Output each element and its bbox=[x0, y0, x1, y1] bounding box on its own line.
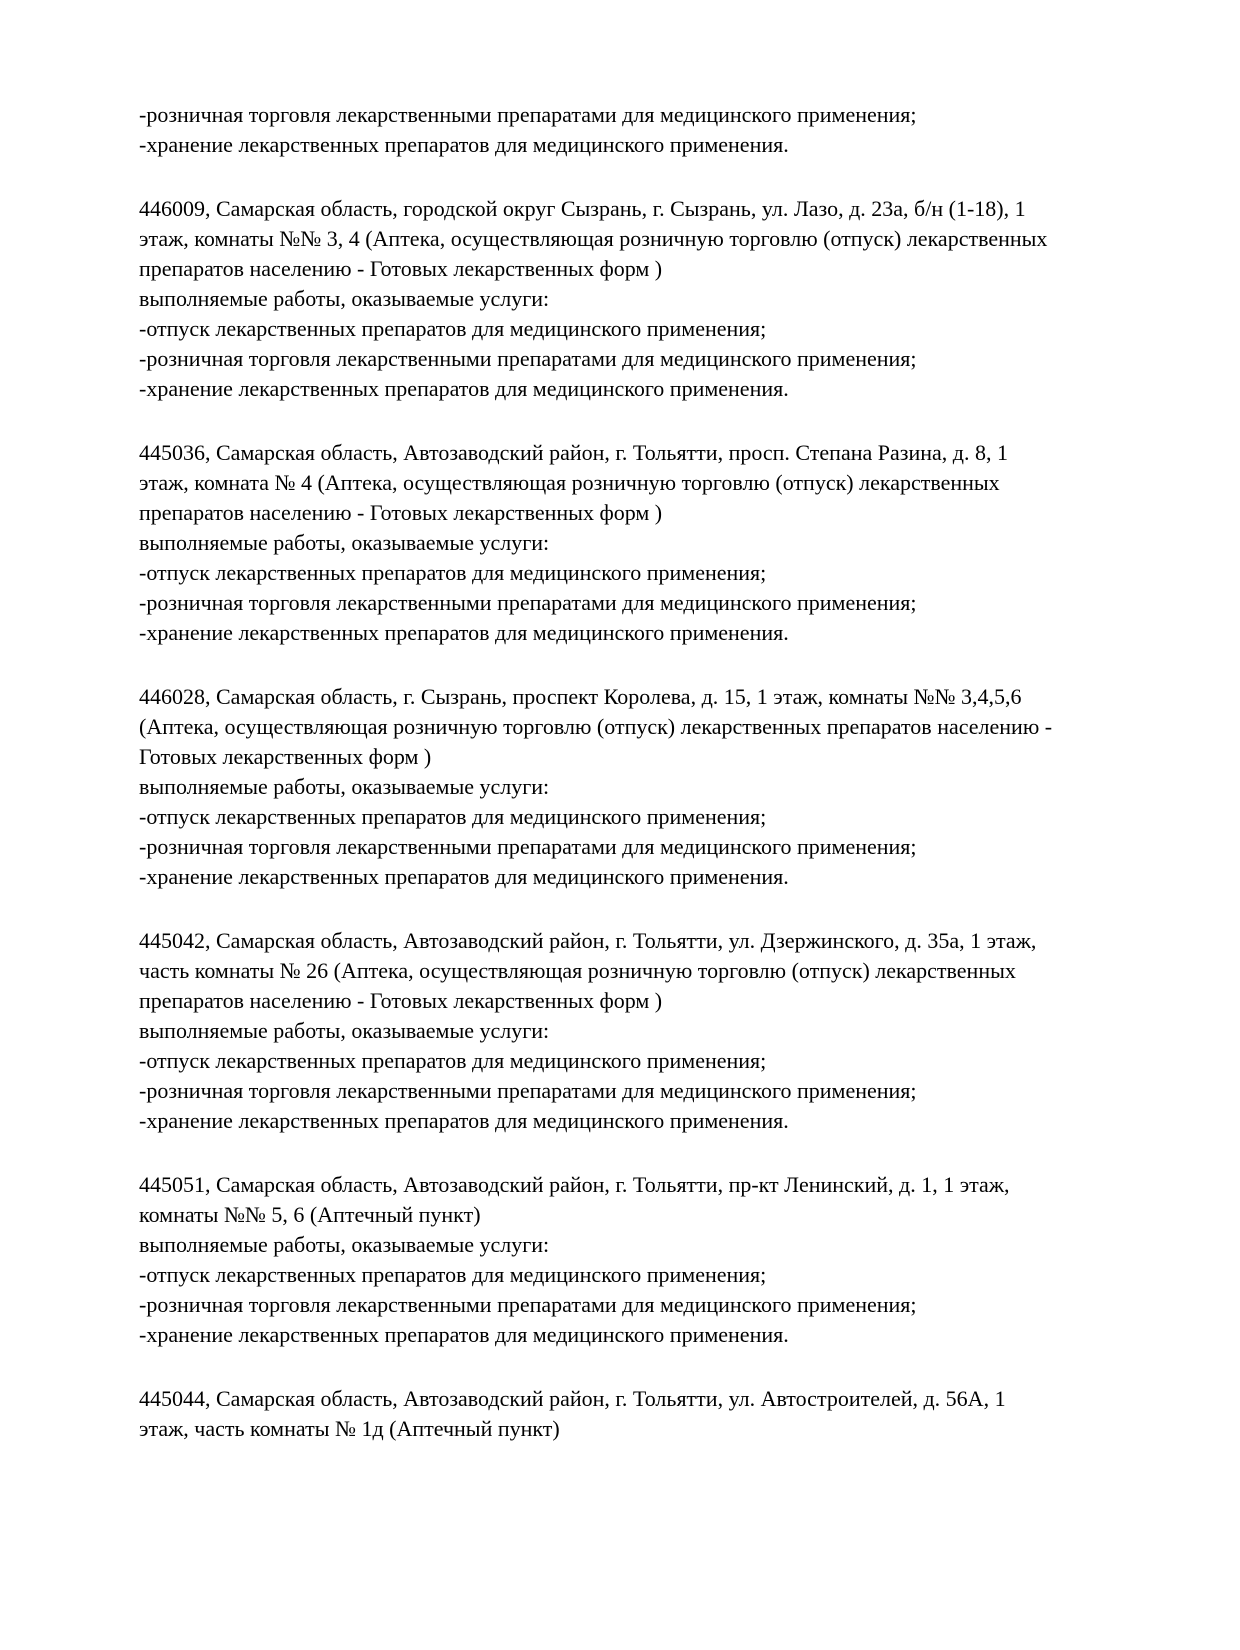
text-line: -розничная торговля лекарственными препаратами для медицинского применения; bbox=[139, 346, 917, 371]
text-line: этаж, часть комнаты № 1д (Аптечный пункт) bbox=[139, 1416, 560, 1441]
text-line: -отпуск лекарственных препаратов для медицинского применения; bbox=[139, 804, 767, 829]
text-line: -хранение лекарственных препаратов для медицинского применения. bbox=[139, 1322, 789, 1347]
text-line: выполняемые работы, оказываемые услуги: bbox=[139, 530, 550, 555]
text-line: -отпуск лекарственных препаратов для медицинского применения; bbox=[139, 1048, 767, 1073]
text-line: этаж, комната № 4 (Аптека, осуществляющая розничную торговлю (отпуск) лекарственных bbox=[139, 470, 1000, 495]
text-line: -розничная торговля лекарственными препаратами для медицинского применения; bbox=[139, 834, 917, 859]
text-line: комнаты №№ 5, 6 (Аптечный пункт) bbox=[139, 1202, 481, 1227]
text-line: -хранение лекарственных препаратов для медицинского применения. bbox=[139, 376, 789, 401]
text-line: 445051, Самарская область, Автозаводский район, г. Тольятти, пр-кт Ленинский, д. 1, 1 этаж, bbox=[139, 1172, 1010, 1197]
entry-445044 bbox=[139, 1384, 1129, 1444]
text-line: 445042, Самарская область, Автозаводский район, г. Тольятти, ул. Дзержинского, д. 35а, 1 этаж, bbox=[139, 928, 1037, 953]
text-line: -розничная торговля лекарственными препаратами для медицинского применения; bbox=[139, 590, 917, 615]
text-line: -отпуск лекарственных препаратов для медицинского применения; bbox=[139, 316, 767, 341]
entry-446009 bbox=[139, 194, 1129, 404]
text-line: -отпуск лекарственных препаратов для медицинского применения; bbox=[139, 1262, 767, 1287]
text-line: препаратов населению - Готовых лекарственных форм ) bbox=[139, 500, 663, 525]
text-line: 446009, Самарская область, городской округ Сызрань, г. Сызрань, ул. Лазо, д. 23а, б/н (1-18), 1 bbox=[139, 196, 1026, 221]
text-line: часть комнаты № 26 (Аптека, осуществляющая розничную торговлю (отпуск) лекарственных bbox=[139, 958, 1016, 983]
text-line: препаратов населению - Готовых лекарственных форм ) bbox=[139, 988, 663, 1013]
text-content bbox=[139, 100, 1129, 1478]
text-line: 445036, Самарская область, Автозаводский район, г. Тольятти, просп. Степана Разина, д. 8, 1 bbox=[139, 440, 1008, 465]
text-line: -хранение лекарственных препаратов для медицинского применения. bbox=[139, 864, 789, 889]
text-line: выполняемые работы, оказываемые услуги: bbox=[139, 774, 550, 799]
text-line: 445044, Самарская область, Автозаводский район, г. Тольятти, ул. Автостроителей, д. 56А, 1 bbox=[139, 1386, 1006, 1411]
entry-tail-services bbox=[139, 100, 1129, 160]
text-line: -розничная торговля лекарственными препаратами для медицинского применения; bbox=[139, 102, 917, 127]
text-line: выполняемые работы, оказываемые услуги: bbox=[139, 1232, 550, 1257]
text-line: -хранение лекарственных препаратов для медицинского применения. bbox=[139, 132, 789, 157]
entry-446028 bbox=[139, 682, 1129, 892]
text-line: -хранение лекарственных препаратов для медицинского применения. bbox=[139, 1108, 789, 1133]
text-line: препаратов населению - Готовых лекарственных форм ) bbox=[139, 256, 663, 281]
text-line: -отпуск лекарственных препаратов для медицинского применения; bbox=[139, 560, 767, 585]
entry-445036 bbox=[139, 438, 1129, 648]
entry-445042 bbox=[139, 926, 1129, 1136]
text-line: выполняемые работы, оказываемые услуги: bbox=[139, 286, 550, 311]
text-line: -розничная торговля лекарственными препаратами для медицинского применения; bbox=[139, 1292, 917, 1317]
text-line: -розничная торговля лекарственными препаратами для медицинского применения; bbox=[139, 1078, 917, 1103]
entry-445051 bbox=[139, 1170, 1129, 1350]
text-line: (Аптека, осуществляющая розничную торговлю (отпуск) лекарственных препаратов населению - bbox=[139, 714, 1053, 739]
text-line: этаж, комнаты №№ 3, 4 (Аптека, осуществляющая розничную торговлю (отпуск) лекарственных bbox=[139, 226, 1048, 251]
text-line: Готовых лекарственных форм ) bbox=[139, 744, 432, 769]
text-line: выполняемые работы, оказываемые услуги: bbox=[139, 1018, 550, 1043]
text-line: -хранение лекарственных препаратов для медицинского применения. bbox=[139, 620, 789, 645]
text-line: 446028, Самарская область, г. Сызрань, проспект Королева, д. 15, 1 этаж, комнаты №№ 3,4,5,6 bbox=[139, 684, 1022, 709]
